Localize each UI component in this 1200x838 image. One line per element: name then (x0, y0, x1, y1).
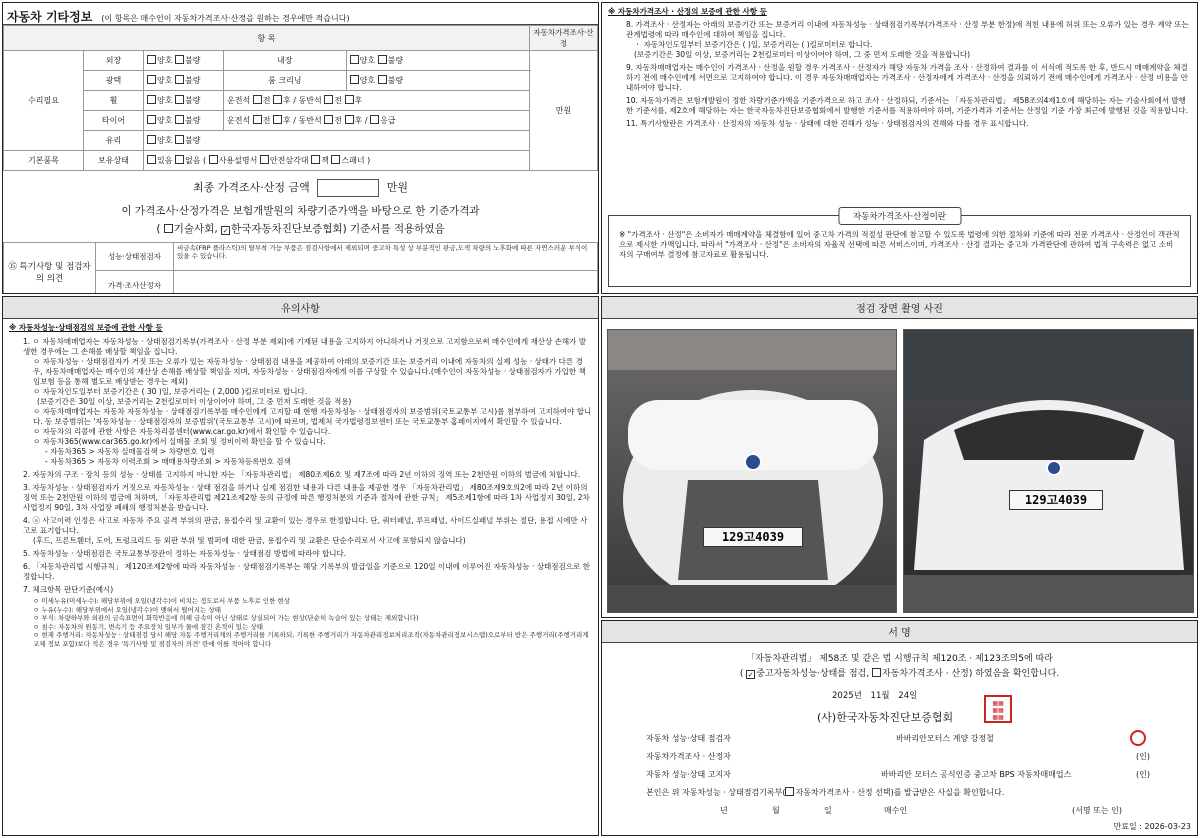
signature-panel: 서 명 「자동차관리법」 제58조 및 같은 법 시행규칙 제120조 · 제123조의5에 따라 ( ✓ 중고자동차성능·상태를 점검, 자동차가격조사 · 산정) 하였음을 확인합니다. 2025년 11월 24일 (사)한국자동차진단보증협회 ▦▦ ▦▦ ▦▦ 자동차 성능·상태 점검자 바바리안모터스 계양 강정철 자동차가격조사 · 산정자 (인) 자동차 성능·상태 고지자 바바리안 모터스 공식인증 중고차 BPS 자동차매매업스 (인) 본인은 위 자동차성능 · 상태점검기록부( 자동차가격조사 · 산정 선택)를 발급받은 사실을 확인합니다. 년 월 일 매수인 (서명 또는 인) 만료일 : 2026-03-23 (601, 620, 1198, 836)
notice-item: ㅇ 자동차매매업자는 자동차 자동차성능 · 상태점검기록부를 매수인에게 고지할 때 현행 자동차성능 · 상태점검자의 보증범위(국토교통부 고시)를 첨부하여 고지하여야 합니다. 동 보증범위는 '자동차성능 · 상태점검자의 보증범위'(국토교통부 고시)에 따르며, 법제처 국가법령정보센터 또는 국토교통부 홈페이지에서 확인할 수 있습니다. (33, 407, 592, 426)
notice-items (9, 337, 592, 595)
repair-label: 수리필요 (4, 51, 84, 151)
association-seal: ▦▦ ▦▦ ▦▦ (984, 695, 1012, 723)
col-price: 자동차가격조사·산정 (530, 26, 598, 51)
notice-item: (후드, 프론트휀더, 도어, 트렁크리드 등 외판 부위 및 범퍼에 대한 판금, 용접수리 및 교환은 단순수리로서 사고에 포함되지 않습니다) (33, 536, 466, 545)
rear-license-plate: 129고4039 (1009, 490, 1103, 510)
inspector-label: 성능·상태점검자 (96, 243, 174, 271)
definition-title: 자동차가격조사·산정이란 (838, 207, 961, 225)
guarantee-item: 10. 자동차가격은 보험개발원이 정한 차량기준가액을 기준가격으로 하고 조사 · 산정하되, 기준서는 「자동차관리법」 제58조의4제1호에 해당하는 자는 기술사회에서 발행한 기준서를, 제2호에 해당하는 자는 한국자동차진단보증협회에서 발행한 기준서를 적용하여야 하며, 기준가격과 기준서는 산정일 기준 가장 최근에 발행된 것을 적용합니다. (626, 96, 1188, 115)
tire-label: 타이어 (84, 111, 144, 131)
interior-options[interactable]: 양호 불량 (346, 51, 529, 71)
expiry-date: 만료일 : 2026-03-23 (1113, 822, 1191, 831)
notice-item: - 자동차365 > 자동차 실매물검색 > 차량번호 입력 (45, 447, 215, 456)
notice-item: 1. ㅇ 자동차매매업자는 자동차성능 · 상태점검기록부(가격조사 · 산정 부분 제외)에 기재된 내용을 고지하지 아니하거나 거짓으로 고지함으로써 매수인에게 재산상 손해가 발생한 경우에는 그 손해를 배상할 책임을 집니다. (23, 337, 586, 356)
notice-item: 5. 자동차성능 · 상태점검은 국토교통부장관이 정하는 자동차성능 · 상태점검 방법에 따라야 합니다. (23, 549, 347, 558)
final-price-box[interactable] (317, 179, 379, 197)
notice-item: ㅇ 자동차인도일부터 보증기간은 ( 30 )일, 보증거리는 ( 2,000 )킬로미터로 합니다. (33, 387, 308, 396)
info-table (3, 25, 598, 171)
exterior-label: 외장 (84, 51, 144, 71)
criteria-item: ㅇ 부식: 차량하부와 외판의 금속표면이 화학반응에 의해 금속이 아닌 상태로 상실되어 가는 현상(단순히 녹슬어 있는 상태는 제외합니다) (33, 614, 419, 623)
special-notes-table (3, 242, 598, 294)
room-clean-options[interactable]: 양호 불량 (346, 71, 529, 91)
wheel-position-options[interactable]: 운전석 전 후 / 동반석 전 후 (224, 91, 598, 111)
tire-options[interactable]: 양호 불량 (144, 111, 224, 131)
special-label: ⑮ 특기사항 및 점검자의 의견 (4, 243, 96, 295)
signer-row: 자동차 성능·상태 고지자 바바리안 모터스 공식인증 중고차 BPS 자동차매매업스 (인) (646, 770, 1150, 779)
inspector-seal (1130, 730, 1146, 746)
notice-item: ㅇ 자동차365(www.car365.go.kr)에서 실매물 조회 및 정비이력 확인을 할 수 있습니다. (33, 437, 326, 446)
glass-options[interactable]: 양호 불량 (144, 131, 598, 151)
criteria-item: ㅇ 미세누유(미세누수): 해당부위에 오일(냉각수)이 비치는 정도로서 부품 노후로 인한 현상 (33, 597, 290, 605)
notice-panel (2, 296, 599, 836)
glass-label: 유리 (84, 131, 144, 151)
tire-position-options[interactable]: 운전석 전 후 / 동반석 전 후 / 응급 (224, 111, 598, 131)
definition-box (608, 212, 1191, 287)
law-text: 「자동차관리법」 제58조 및 같은 법 시행규칙 제120조 · 제123조의5에 따라 (746, 654, 1053, 664)
definition-text: ※ "가격조사 · 산정"은 소비자가 매매계약을 체결함에 있어 중고차 가격의 적절성 판단에 참고할 수 있도록 법령에 의한 절차와 기준에 따라 전문 가격조사 · 산정인이 객관적으로 제시한 가액입니다. 따라서 "가격조사 · 산정"은 소비자의 자율적 선택에 따른 서비스이며, 가격조사 · 산정 결과는 중고차 가격판단에 관하여 법적 구속력은 없고 소비자의 구매여부 결정에 참고자료로 활용됩니다. (619, 230, 1180, 259)
checkbox-receipt[interactable] (785, 787, 794, 796)
guarantee-item: (보증기간은 30일 이상, 보증거리는 2천킬로미터 이상이어야 하며, 그 중 먼저 도래한 것을 적용합니다) (634, 50, 971, 59)
gloss-label: 광택 (84, 71, 144, 91)
basis-line-1: 이 가격조사·산정가격은 보험개발원의 차량기준가액을 바탕으로 한 기준가격과 (121, 205, 480, 217)
criteria-list (9, 597, 592, 649)
notice-item: - 자동차365 > 자동차 이력조회 > 매매용차량조회 > 자동차등록번호 검색 (45, 457, 291, 466)
gloss-options[interactable]: 양호 불량 (144, 71, 224, 91)
receipt-line: 본인은 위 자동차성능 · 상태점검기록부( 자동차가격조사 · 산정 선택)를 발급받은 사실을 확인합니다. (646, 788, 1005, 797)
section-title: 자동차 기타정보 (7, 10, 93, 24)
guarantee-item: 8. 가격조사 · 산정자는 아래의 보증기간 또는 보증거리 이내에 자동차성능 · 상태점검기록부(가격조사 · 산정 부분 한정)에 적힌 내용에 허위 또는 오류가 있는 경우 계약 또는 관계법령에 따라 매수인에 대하여 책임을 집니다. (626, 20, 1189, 39)
possession-options[interactable]: 있음 없음 ( 사용설명서 안전삼각대 잭 스패너 ) (144, 151, 598, 171)
photo-title: 점검 장면 촬영 사진 (602, 297, 1197, 319)
signature-title: 서 명 (602, 621, 1197, 643)
photo-panel (601, 296, 1198, 618)
vehicle-other-info-panel (2, 2, 599, 294)
section-note: (이 항목은 매수인이 자동차가격조사·산정을 원하는 경우에만 적습니다) (101, 14, 350, 23)
section-header (3, 3, 598, 25)
notice-title: 유의사항 (3, 297, 598, 319)
guarantee-item: 11. 특기사항란은 가격조사 · 산정자의 자동차 성능 · 상태에 대한 견해가 성능 · 상태점검자의 견해와 다를 경우 표시합니다. (626, 119, 1029, 128)
basis-line-2: ( 기술사회, ✓ 한국자동차진단보증협회) 기준서를 적용하였음 (156, 223, 445, 235)
notice-item: ㅇ 자동차성능 · 상태점검자가 거짓 또는 오류가 있는 자동차성능 · 상태점검 내용을 제공하여 아래의 보증기간 또는 보증거리 이내에 자동차의 실제 성능 · 상태가 다른 경우, 자동차매매업자는 매수인의 재산상 손해를 배상할 책임을 지며, 자동차성능 · 상태점검자에게 이를 구상할 수 있습니다.(매수인이 자동차성능 · 상태점검자가 가입한 책임보험 등을 통해 별도로 배상받는 경우는 제외) (33, 357, 586, 386)
final-price-row: 최종 가격조사·산정 금액 만원 (3, 179, 598, 197)
checkbox-inspection[interactable]: ✓ (747, 671, 754, 679)
inspector-name: 바바리안모터스 계양 강정철 (896, 734, 994, 743)
notice-item: 6. 「자동차관리법 시행규칙」 제120조제2항에 따라 자동차성능 · 상태점검기록부는 해당 기록부의 발급일을 기준으로 120일 이내에 이루어진 자동차성능 · 상태점검으로 한정합니다. (23, 562, 590, 581)
guarantee-items (608, 20, 1191, 129)
association-name: (사)한국자동차진단보증협회 (817, 711, 954, 724)
notice-item: (보증기간은 30일 이상, 보증거리는 2천킬로미터 이상이어야 하며, 그 중 먼저 도래한 것을 적용) (37, 397, 352, 406)
possession-label: 보유상태 (84, 151, 144, 171)
wheel-options[interactable]: 양호 불량 (144, 91, 224, 111)
rear-photo[interactable] (903, 329, 1194, 613)
exterior-options[interactable]: 양호 불량 (144, 51, 224, 71)
guarantee-item: ㆍ 자동차인도일부터 보증기간은 ( )일, 보증거리는 ( )킬로미터로 합니다. (634, 40, 873, 49)
checkbox-price[interactable] (872, 668, 881, 677)
notice-item: 4. ⓐ 사고이력 인정은 사고로 자동차 주요 골격 부위의 판금, 용접수리 및 교환이 있는 경우로 한정합니다. 단, 쿼터패널, 루프패널, 사이드실패널 부위는 절단, 용접 시에만 사고로 표기합니다. (23, 516, 588, 535)
guarantee-item: 9. 자동차매매업자는 매수인이 가격조사 · 산정을 원할 경우 가격조사 · 산정자가 해당 자동차 가격을 조사 · 산정하여 결과를 이 서식에 적도록 한 후, 반드시 매매계약을 체결하기 전에 매수인에게 서면으로 고지하여야 합니다. 이 경우 자동차매매업자는 가격조사 · 산정자에게 가격조사 · 산정을 의뢰하기 전에 매수인에게 가격조사 · 산정 비용을 안내하여야 합니다. (626, 63, 1188, 92)
col-item: 항 목 (4, 26, 530, 51)
inspector-note: 비금속(FRP 플라스틱)의 탈부착 가능 부품은 점검사항에서 제외되며 중고차 특성 상 부분적인 판금,도색 차량의 노후화에 따른 자연스러운 부식이 있을 수 있습니다. (174, 243, 598, 271)
notice-item: 7. 체크항목 판단기준(예시) (23, 585, 114, 594)
criteria-item: ㅇ 현재 주행거리: 자동차성능 · 상태점검 당시 해당 자동 주행거리계의 주행거리를 기록하되, 기록한 주행거리가 자동차관리정보처리조직(자동차관리정보시스템)으로부터 받은 주행거리(주행거리계 교체 정보 포함)보다 적은 경우 '특기사항 및 점검자의 의견' 란에 이를 적어야 합니다 (33, 631, 589, 648)
price-value: 만원 (530, 51, 598, 171)
criteria-item: ㅇ 침수: 자동차의 원동기, 변속기 등 주요장치 일부가 물에 잠긴 흔적이 있는 상태 (33, 622, 263, 631)
confirm-line: ( ✓ 중고자동차성능·상태를 점검, 자동차가격조사 · 산정) 하였음을 확인합니다. (739, 669, 1060, 679)
notifier-name: 바바리안 모터스 공식인증 중고차 BPS 자동차매매업스 (881, 770, 1072, 779)
price-assessor-label: 가격·조사산정자 (96, 271, 174, 295)
front-photo[interactable] (607, 329, 897, 613)
notice-item: 3. 자동차성능 · 상태점검자가 거짓으로 자동차성능 · 상태 점검을 하거나 실제 점검한 내용과 다른 내용을 제공한 경우 「자동차관리법」 제80조제9호의2에 따라 2년 이하의 징역 또는 2천만원 이하의 벌금에 처하며, 「자동차관리법 제21조제2항 등의 규정에 따른 행정처분의 기준과 절차에 관한 규칙」 제5조제1항에 따라 1차 사업정지 30일, 2차 사업정지 90일, 3차 사업장 폐쇄의 행정처분을 받습니다. (23, 483, 590, 512)
price-guarantee-panel (601, 2, 1198, 294)
notice-item: 2. 자동차의 구조 · 장치 등의 성능 · 상태를 고지하지 아니한 자는 「자동차관리법」 제80조제6호 및 제7조에 따라 2년 이하의 징역 또는 2천만원 이하의 벌금에 처합니다. (23, 470, 581, 479)
price-assessor-note (174, 271, 598, 295)
rear-car-image (904, 330, 1194, 613)
signer-row: 자동차가격조사 · 산정자 (인) (646, 752, 1150, 761)
interior-label: 내장 (224, 51, 347, 71)
signer-row: 자동차 성능·상태 점검자 바바리안모터스 계양 강정철 (646, 733, 1198, 744)
criteria-item: ㅇ 누유(누수): 해당부위에서 오일(냉각수)이 맺혀서 떨어지는 상태 (33, 605, 221, 614)
guarantee-subtitle: ※ 자동차가격조사 · 산정의 보증에 관한 사항 등 (608, 7, 767, 16)
wheel-label: 휠 (84, 91, 144, 111)
buyer-sign: (서명 또는 인) (1072, 806, 1122, 815)
room-clean-label: 룸 크리닝 (224, 71, 347, 91)
issue-date: 2025년 11월 24일 (832, 691, 918, 701)
front-license-plate: 129고4039 (703, 527, 803, 547)
front-car-image (608, 330, 897, 613)
basic-items-label: 기본품목 (4, 151, 84, 171)
buyer-label: 매수인 (884, 806, 908, 815)
notice-item: ㅇ 자동차의 리콜에 관한 사항은 자동차리콜센터(www.car.go.kr)에서 확인할 수 있습니다. (33, 427, 331, 436)
notice-subtitle: ※ 자동차성능·상태점검의 보증에 관한 사항 등 (9, 323, 163, 332)
